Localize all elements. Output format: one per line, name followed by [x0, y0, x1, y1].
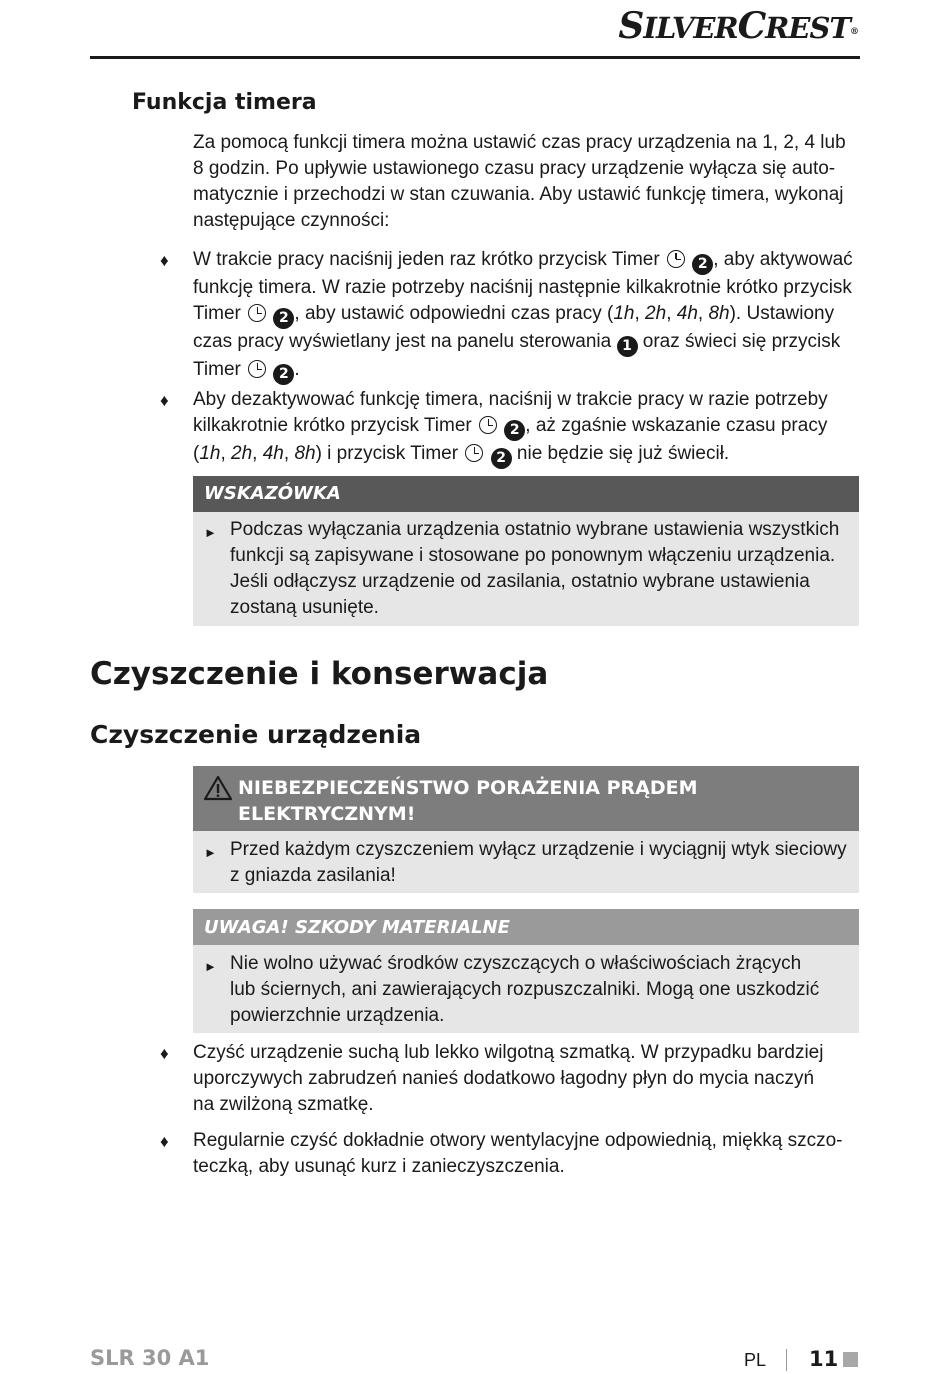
badge-1-icon: 1	[617, 336, 638, 357]
footer-model: SLR 30 A1	[90, 1346, 210, 1370]
cleaning-heading: Czyszczenie i konserwacja	[90, 656, 549, 692]
header-rule	[90, 56, 860, 59]
timer-bullet-activate: W trakcie pracy naciśnij jeden raz krótko przycisk Timer 2 , aby aktywować funkcję timera. W razie potrzeby naciśnij następnie kilkakrotnie krótko przycisk Timer 2 , aby ustawić odpowiedni czas pracy (1h, 2h, 4h, 8h). Ustawiony czas pracy wyświetlany jest na panelu sterowania 1 oraz świeci się przycisk Timer 2 .	[193, 247, 863, 385]
badge-2-icon: 2	[692, 254, 713, 275]
bullet-diamond: ♦	[160, 391, 169, 410]
timer-clock-icon	[479, 416, 497, 434]
note-box-body: ► Podczas wyłączania urządzenia ostatnio wybrane ustawienia wszystkich funkcji są zapisywane i stosowane po ponownym włączeniu urządzenia. Jeśli odłączysz urządzenie od zasilania, ostatnio wybrane ustawienia zostaną usunięte.	[204, 519, 840, 618]
bullet-diamond: ♦	[160, 1132, 169, 1151]
page-number: 11	[809, 1347, 839, 1371]
danger-box	[193, 766, 859, 893]
badge-2-icon: 2	[273, 308, 294, 329]
intro-line: 8 godzin. Po upływie ustawionego czasu pracy urządzenie wyłącza się auto-	[193, 158, 836, 179]
intro-line: matycznie i przechodzi w stan czuwania. Aby ustawić funkcję timera, wykonaj	[193, 184, 844, 205]
footer-language: PL	[744, 1350, 767, 1370]
arrow-right-icon: ►	[204, 525, 217, 540]
arrow-right-icon: ►	[204, 959, 217, 974]
danger-box-body: ► Przed każdym czyszczeniem wyłącz urządzenie i wyciągnij wtyk sieciowy z gniazda zasilania!	[204, 839, 847, 886]
footer-separator	[786, 1349, 787, 1371]
timer-intro	[193, 130, 846, 234]
bullet-diamond: ♦	[160, 1044, 169, 1063]
bullet-diamond: ♦	[160, 251, 169, 270]
note-box-title: WSKAZÓWKA	[193, 476, 859, 512]
danger-box-header	[193, 766, 859, 831]
cleaning-bullet-vents: Regularnie czyść dokładnie otwory wentylacyjne odpowiednią, miękką szczo- teczką, aby usunąć kurz i zanieczyszczenia.	[193, 1130, 843, 1177]
caution-box-body: ► Nie wolno używać środków czyszczących o właściwościach żrących lub ściernych, ani zawierających rozpuszczalniki. Mogą one uszkodzić powierzchnie urządzenia.	[204, 953, 820, 1026]
caution-box	[193, 909, 859, 1033]
badge-2-icon: 2	[504, 420, 525, 441]
cleaning-subheading: Czyszczenie urządzenia	[90, 720, 422, 749]
arrow-right-icon: ►	[204, 845, 217, 860]
brand-logo: SILVERCREST®	[618, 5, 858, 47]
intro-line: Za pomocą funkcji timera można ustawić czas pracy urządzenia na 1, 2, 4 lub	[193, 132, 846, 153]
timer-clock-icon	[248, 360, 266, 378]
badge-2-icon: 2	[491, 448, 512, 469]
danger-box-title: NIEBEZPIECZEŃSTWO PORAŻENIA PRĄDEM ELEKTRYCZNYM!	[238, 777, 698, 825]
caution-box-title: UWAGA! SZKODY MATERIALNE	[193, 909, 859, 945]
timer-heading: Funkcja timera	[132, 90, 317, 115]
timer-bullet-deactivate: Aby dezaktywować funkcję timera, naciśnij w trakcie pracy w razie potrzeby kilkakrotnie krótko przycisk Timer 2 , aż zgaśnie wskazanie czasu pracy (1h, 2h, 4h, 8h) i przycisk Timer 2 nie będzie się już świecił.	[193, 387, 863, 469]
timer-clock-icon	[248, 304, 266, 322]
intro-line: następujące czynności:	[193, 210, 390, 231]
cleaning-bullet-cloth: Czyść urządzenie suchą lub lekko wilgotną szmatką. W przypadku bardziej uporczywych zabrudzeń nanieś dodatkowo łagodny płyn do mycia naczyń na zwilżoną szmatkę.	[193, 1042, 824, 1115]
timer-clock-icon	[465, 444, 483, 462]
note-box	[193, 476, 859, 626]
badge-2-icon: 2	[273, 364, 294, 385]
page-marker-square	[843, 1352, 858, 1367]
timer-clock-icon	[667, 250, 685, 268]
warning-triangle-icon	[203, 775, 233, 801]
